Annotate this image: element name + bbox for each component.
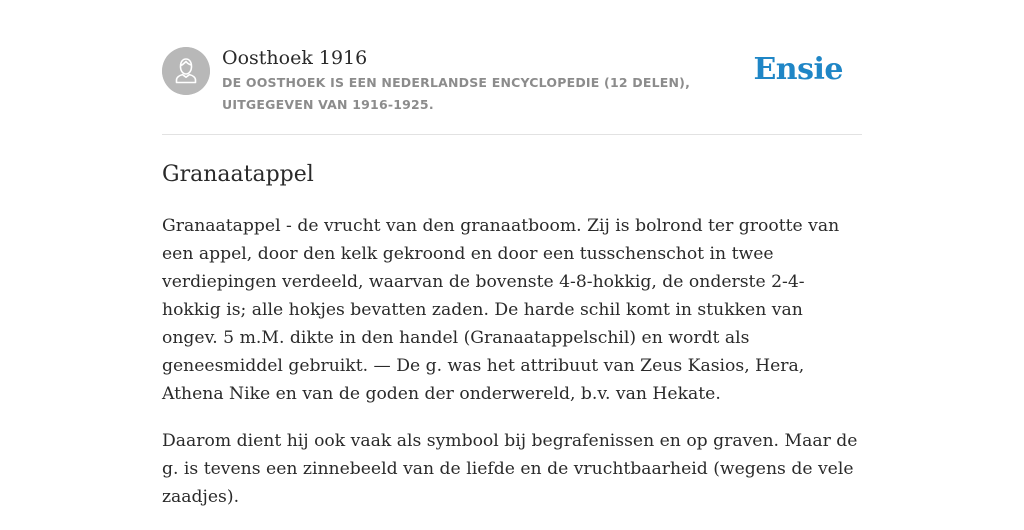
article-title: Granaatappel <box>162 162 314 187</box>
avatar[interactable] <box>162 47 210 95</box>
user-icon <box>162 47 210 95</box>
brand-logo[interactable]: Ensie <box>753 52 843 87</box>
article-body <box>162 212 862 530</box>
article-paragraph: Daarom dient hij ook vaak als symbool bij begrafenissen en op graven. Maar de g. is tevens een zinnebeeld van de liefde en de vruchtbaarheid (wegens de vele zaadjes). <box>162 431 858 507</box>
source-header <box>162 0 862 135</box>
source-description: DE OOSTHOEK IS EEN NEDERLANDSE ENCYCLOPEDIE (12 DELEN), UITGEGEVEN VAN 1916-1925. <box>222 75 691 112</box>
page-container <box>162 0 862 507</box>
article-paragraph: Granaatappel - de vrucht van den granaatboom. Zij is bolrond ter grootte van een appel, door den kelk gekroond en door een tusschenschot in twee verdiepingen verdeeld, waarvan de bovenste 4-8-hokkig, de onderste 2-4-hokkig is; alle hokjes bevatten zaden. De harde schil komt in stukken van ongev. 5 m.M. dikte in den handel (Granaatappelschil) en wordt als geneesmiddel gebruikt. — De g. was het attribuut van Zeus Kasios, Hera, Athena Nike en van de goden der onderwereld, b.v. van Hekate. <box>162 216 840 404</box>
source-title[interactable]: Oosthoek 1916 <box>222 47 368 69</box>
